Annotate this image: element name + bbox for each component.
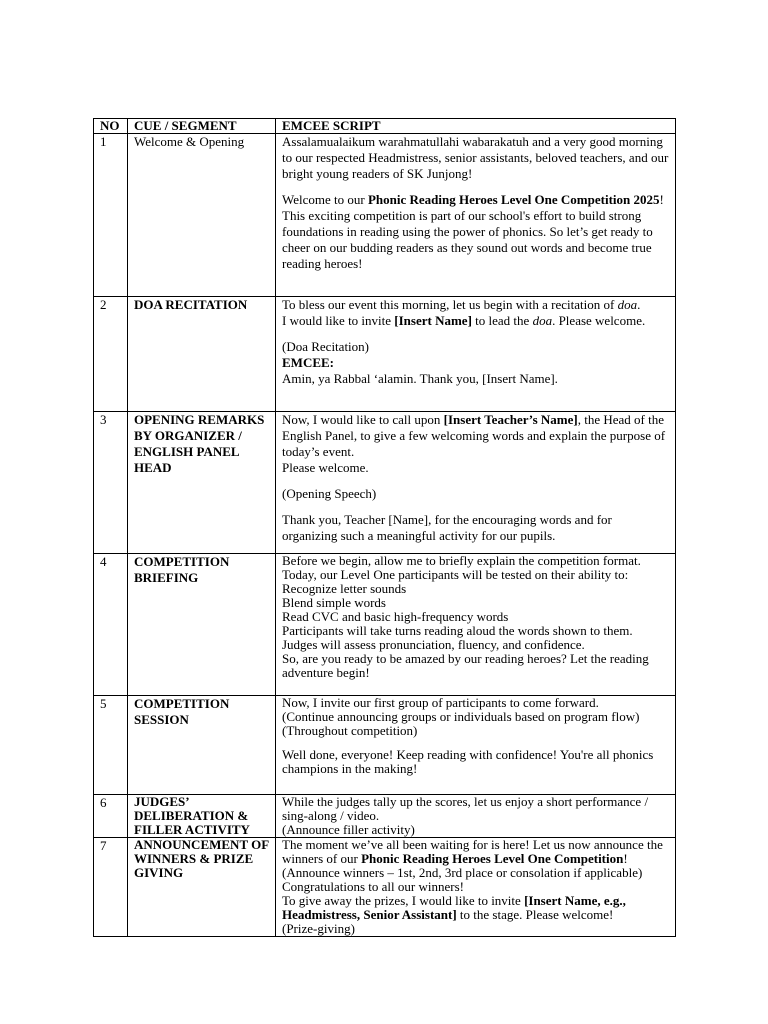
list-item: Recognize letter sounds	[282, 581, 407, 596]
script-cell	[276, 696, 676, 795]
script-cell	[276, 554, 676, 696]
cue-segment: ANNOUNCEMENT OF WINNERS & PRIZE GIVING	[128, 838, 276, 937]
script-line: Now, I invite our first group of participants to come forward.	[282, 695, 599, 710]
table-row	[94, 838, 676, 937]
stage-direction: (Throughout competition)	[282, 723, 418, 738]
row-number: 5	[94, 696, 128, 795]
script-line: I would like to invite [Insert Name] to lead the doa. Please welcome.	[282, 313, 646, 328]
script-cell	[276, 795, 676, 838]
stage-direction: (Announce filler activity)	[282, 822, 415, 837]
script-cell	[276, 838, 676, 937]
event-name: Phonic Reading Heroes Level One Competition 2025	[367, 192, 660, 207]
script-line: Before we begin, allow me to briefly explain the competition format.	[282, 553, 641, 568]
cue-segment: DOA RECITATION	[128, 297, 276, 412]
script-cell	[276, 412, 676, 554]
row-number: 2	[94, 297, 128, 412]
table-row	[94, 696, 676, 795]
stage-direction: (Doa Recitation)	[282, 339, 369, 354]
placeholder-teacher-name: [Insert Teacher’s Name]	[443, 412, 578, 427]
document-page	[93, 118, 675, 937]
table-row	[94, 134, 676, 297]
row-number: 3	[94, 412, 128, 554]
script-paragraph: Thank you, Teacher [Name], for the encouraging words and for organizing such a meaningful activity for our pupils.	[282, 512, 612, 543]
table-row	[94, 297, 676, 412]
cue-segment: JUDGES’ DELIBERATION & FILLER ACTIVITY	[128, 795, 276, 838]
emcee-script-table	[93, 118, 676, 937]
script-paragraph: Well done, everyone! Keep reading with confidence! You're all phonics champions in the making!	[282, 747, 654, 776]
row-number: 6	[94, 795, 128, 838]
script-paragraph: Assalamualaikum warahmatullahi wabarakatuh and a very good morning to our respected Headmistress, senior assistants, beloved teachers, and our bright young readers of SK Junjong!	[282, 134, 669, 181]
cue-segment: COMPETITION SESSION	[128, 696, 276, 795]
script-line: While the judges tally up the scores, let us enjoy a short performance / sing-along / video.	[282, 794, 649, 823]
script-line: Amin, ya Rabbal ‘alamin. Thank you, [Insert Name].	[282, 371, 558, 386]
stage-direction: (Announce winners – 1st, 2nd, 3rd place or consolation if applicable)	[282, 865, 643, 880]
stage-direction: (Opening Speech)	[282, 486, 377, 501]
script-paragraph: The moment we’ve all been waiting for is here! Let us now announce the winners of our Phonic Reading Heroes Level One Competition!	[282, 837, 663, 866]
list-item: Blend simple words	[282, 595, 386, 610]
script-line: Today, our Level One participants will be tested on their ability to:	[282, 567, 629, 582]
list-item: Congratulations to all our winners!	[282, 879, 464, 894]
emcee-label: EMCEE:	[282, 355, 334, 370]
stage-direction: (Continue announcing groups or individuals based on program flow)	[282, 709, 640, 724]
script-line: To bless our event this morning, let us begin with a recitation of doa.	[282, 297, 641, 312]
table-row	[94, 554, 676, 696]
placeholder-name: [Insert Name]	[394, 313, 472, 328]
row-number: 1	[94, 134, 128, 297]
script-paragraph: Welcome to our Phonic Reading Heroes Level One Competition 2025! This exciting competition is part of our school's effort to build strong foundations in reading using the power of phonics. So let’s get ready to cheer on our budding readers as they sound out words and become true reading heroes!	[282, 192, 664, 271]
row-number: 7	[94, 838, 128, 937]
table-row	[94, 795, 676, 838]
header-emcee-script: EMCEE SCRIPT	[276, 119, 676, 134]
header-cue-segment: CUE / SEGMENT	[128, 119, 276, 134]
header-no: NO	[94, 119, 128, 134]
event-name: Phonic Reading Heroes Level One Competition	[361, 851, 624, 866]
script-cell	[276, 297, 676, 412]
cue-segment: COMPETITION BRIEFING	[128, 554, 276, 696]
script-line: Judges will assess pronunciation, fluency, and confidence.	[282, 637, 585, 652]
cue-segment: OPENING REMARKS BY ORGANIZER / ENGLISH PANEL HEAD	[128, 412, 276, 554]
row-number: 4	[94, 554, 128, 696]
stage-direction: (Prize-giving)	[282, 921, 355, 936]
placeholder-name: [Insert Name, e.g., Headmistress, Senior Assistant]	[282, 893, 626, 922]
table-row	[94, 412, 676, 554]
script-paragraph: To give away the prizes, I would like to invite [Insert Name, e.g., Headmistress, Senior Assistant] to the stage. Please welcome!	[282, 893, 626, 922]
script-line: Participants will take turns reading aloud the words shown to them.	[282, 623, 633, 638]
list-item: Read CVC and basic high-frequency words	[282, 609, 509, 624]
cue-segment: Welcome & Opening	[128, 134, 276, 297]
script-paragraph: Now, I would like to call upon [Insert Teacher’s Name], the Head of the English Panel, to give a few welcoming words and explain the purpose of today’s event.	[282, 412, 666, 459]
script-line: So, are you ready to be amazed by our reading heroes? Let the reading adventure begin!	[282, 651, 649, 680]
script-line: Please welcome.	[282, 460, 369, 475]
table-header-row	[94, 119, 676, 134]
script-cell	[276, 134, 676, 297]
